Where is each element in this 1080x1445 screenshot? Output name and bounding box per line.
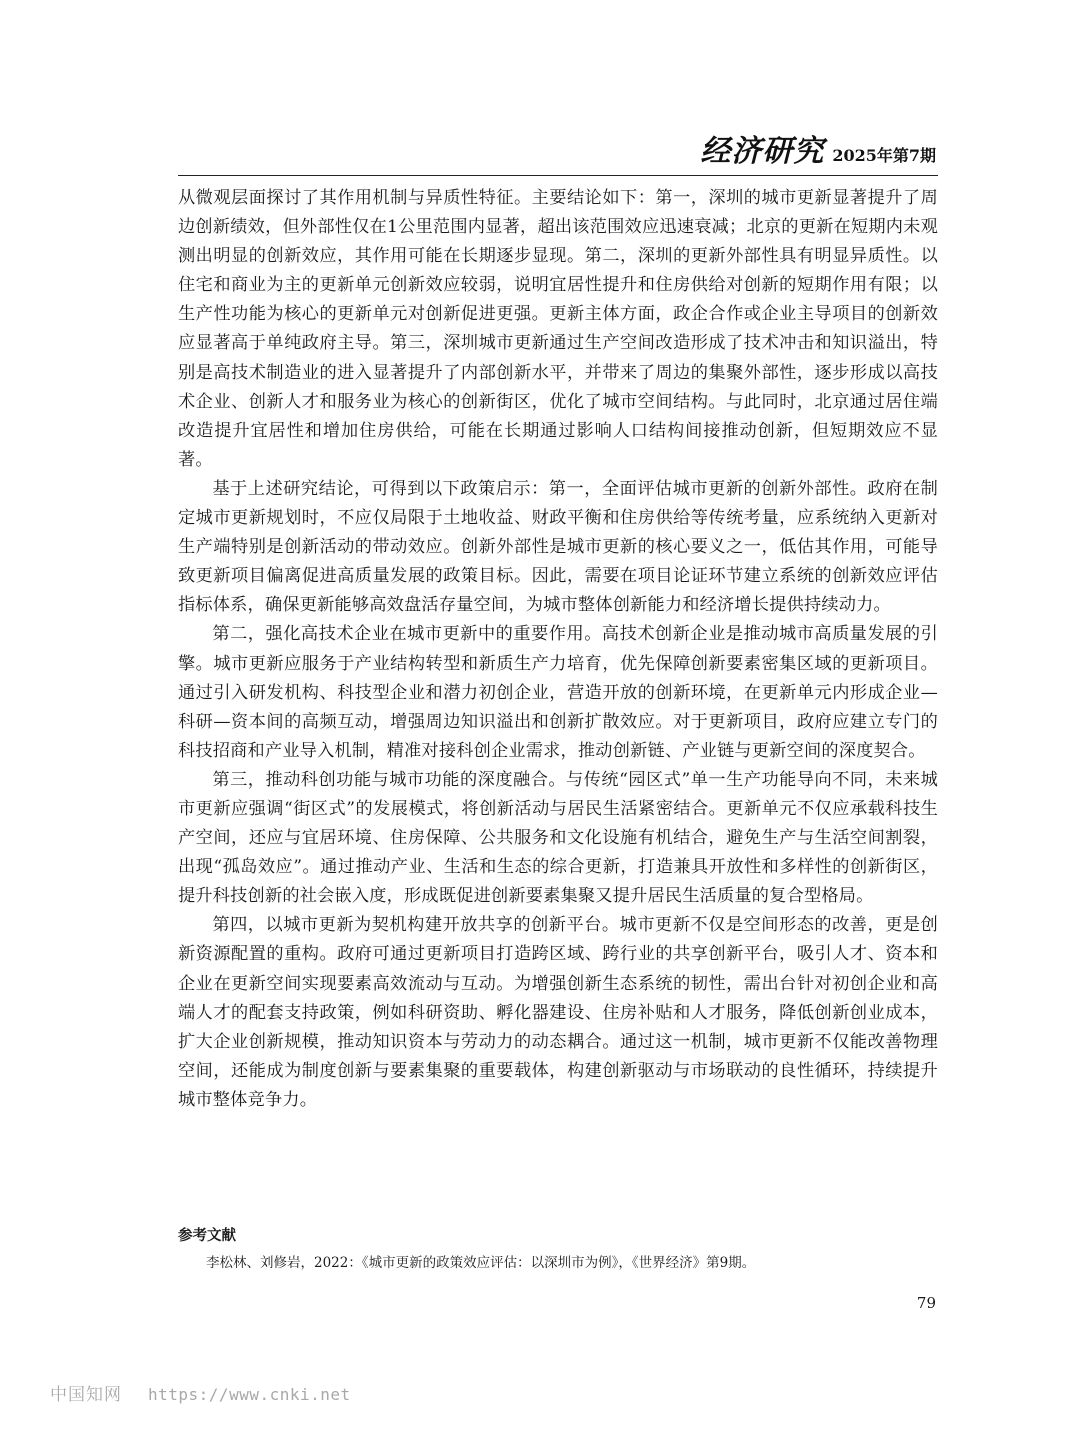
paragraph-policy-third: 第三，推动科创功能与城市功能的深度融合。与传统“园区式”单一生产功能导向不同，未来城市更新应强调“街区式”的发展模式，将创新活动与居民生活紧密结合。更新单元不仅应承载科技生产空间，还应与宜居环境、住房保障、公共服务和文化设施有机结合，避免生产与生活空间割裂，出现“孤岛效应”。通过推动产业、生活和生态的综合更新，打造兼具开放性和多样性的创新街区，提升科技创新的社会嵌入度，形成既促进创新要素集聚又提升居民生活质量的复合型格局。 (178, 769, 938, 907)
journal-logo: 经济研究 (700, 134, 825, 169)
watermark (50, 1380, 351, 1405)
page-number: 79 (916, 1294, 936, 1312)
watermark-url: https://www.cnki.net (148, 1385, 351, 1404)
watermark-brand: 中国知网 (50, 1385, 122, 1405)
article-body (178, 184, 938, 1115)
page-header (178, 134, 938, 176)
references-section (178, 1224, 938, 1271)
paragraph-conclusions: 从微观层面探讨了其作用机制与异质性特征。主要结论如下：第一，深圳的城市更新显著提升了周边创新绩效，但外部性仅在1公里范围内显著，超出该范围效应迅速衰减；北京的更新在短期内未观测出明显的创新效应，其作用可能在长期逐步显现。第二，深圳的更新外部性具有明显异质性。以住宅和商业为主的更新单元创新效应较弱，说明宜居性提升和住房供给对创新的短期作用有限；以生产性功能为核心的更新单元对创新促进更强。更新主体方面，政企合作或企业主导项目的创新效应显著高于单纯政府主导。第三，深圳城市更新通过生产空间改造形成了技术冲击和知识溢出，特别是高技术制造业的进入显著提升了内部创新水平，并带来了周边的集聚外部性，逐步形成以高技术企业、创新人才和服务业为核心的创新街区，优化了城市空间结构。与此同时，北京通过居住端改造提升宜居性和增加住房供给，可能在长期通过影响人口结构间接推动创新，但短期效应不显著。 (178, 188, 938, 470)
paragraph-policy-second: 第二，强化高技术企业在城市更新中的重要作用。高技术创新企业是推动城市高质量发展的引擎。城市更新应服务于产业结构转型和新质生产力培育，优先保障创新要素密集区域的更新项目。通过引入研发机构、科技型企业和潜力初创企业，营造开放的创新环境，在更新单元内形成企业—科研—资本间的高频互动，增强周边知识溢出和创新扩散效应。对于更新项目，政府应建立专门的科技招商和产业导入机制，精准对接科创企业需求，推动创新链、产业链与更新空间的深度契合。 (178, 624, 938, 761)
paragraph-policy-fourth: 第四，以城市更新为契机构建开放共享的创新平台。城市更新不仅是空间形态的改善，更是创新资源配置的重构。政府可通过更新项目打造跨区域、跨行业的共享创新平台，吸引人才、资本和企业在更新空间实现要素高效流动与互动。为增强创新生态系统的韧性，需出台针对初创企业和高端人才的配套支持政策，例如科研资助、孵化器建设、住房补贴和人才服务，降低创新创业成本，扩大企业创新规模，推动知识资本与劳动力的动态耦合。通过这一机制，城市更新不仅能改善物理空间，还能成为制度创新与要素集聚的重要载体，构建创新驱动与市场联动的良性循环，持续提升城市整体竞争力。 (178, 915, 938, 1110)
header-rule (178, 175, 938, 177)
journal-issue: 2025年第7期 (832, 146, 936, 165)
paragraph-policy-intro: 基于上述研究结论，可得到以下政策启示：第一，全面评估城市更新的创新外部性。政府在制定城市更新规划时，不应仅局限于土地收益、财政平衡和住房供给等传统考量，应系统纳入更新对生产端特别是创新活动的带动效应。创新外部性是城市更新的核心要义之一，低估其作用，可能导致更新项目偏离促进高质量发展的政策目标。因此，需要在项目论证环节建立系统的创新效应评估指标体系，确保更新能够高效盘活存量空间，为城市整体创新能力和经济增长提供持续动力。 (178, 478, 938, 616)
references-title: 参考文献 (178, 1228, 236, 1244)
journal-masthead (700, 126, 936, 170)
reference-item: 李松林、刘修岩，2022：《城市更新的政策效应评估：以深圳市为例》，《世界经济》第9期。 (206, 1255, 756, 1271)
